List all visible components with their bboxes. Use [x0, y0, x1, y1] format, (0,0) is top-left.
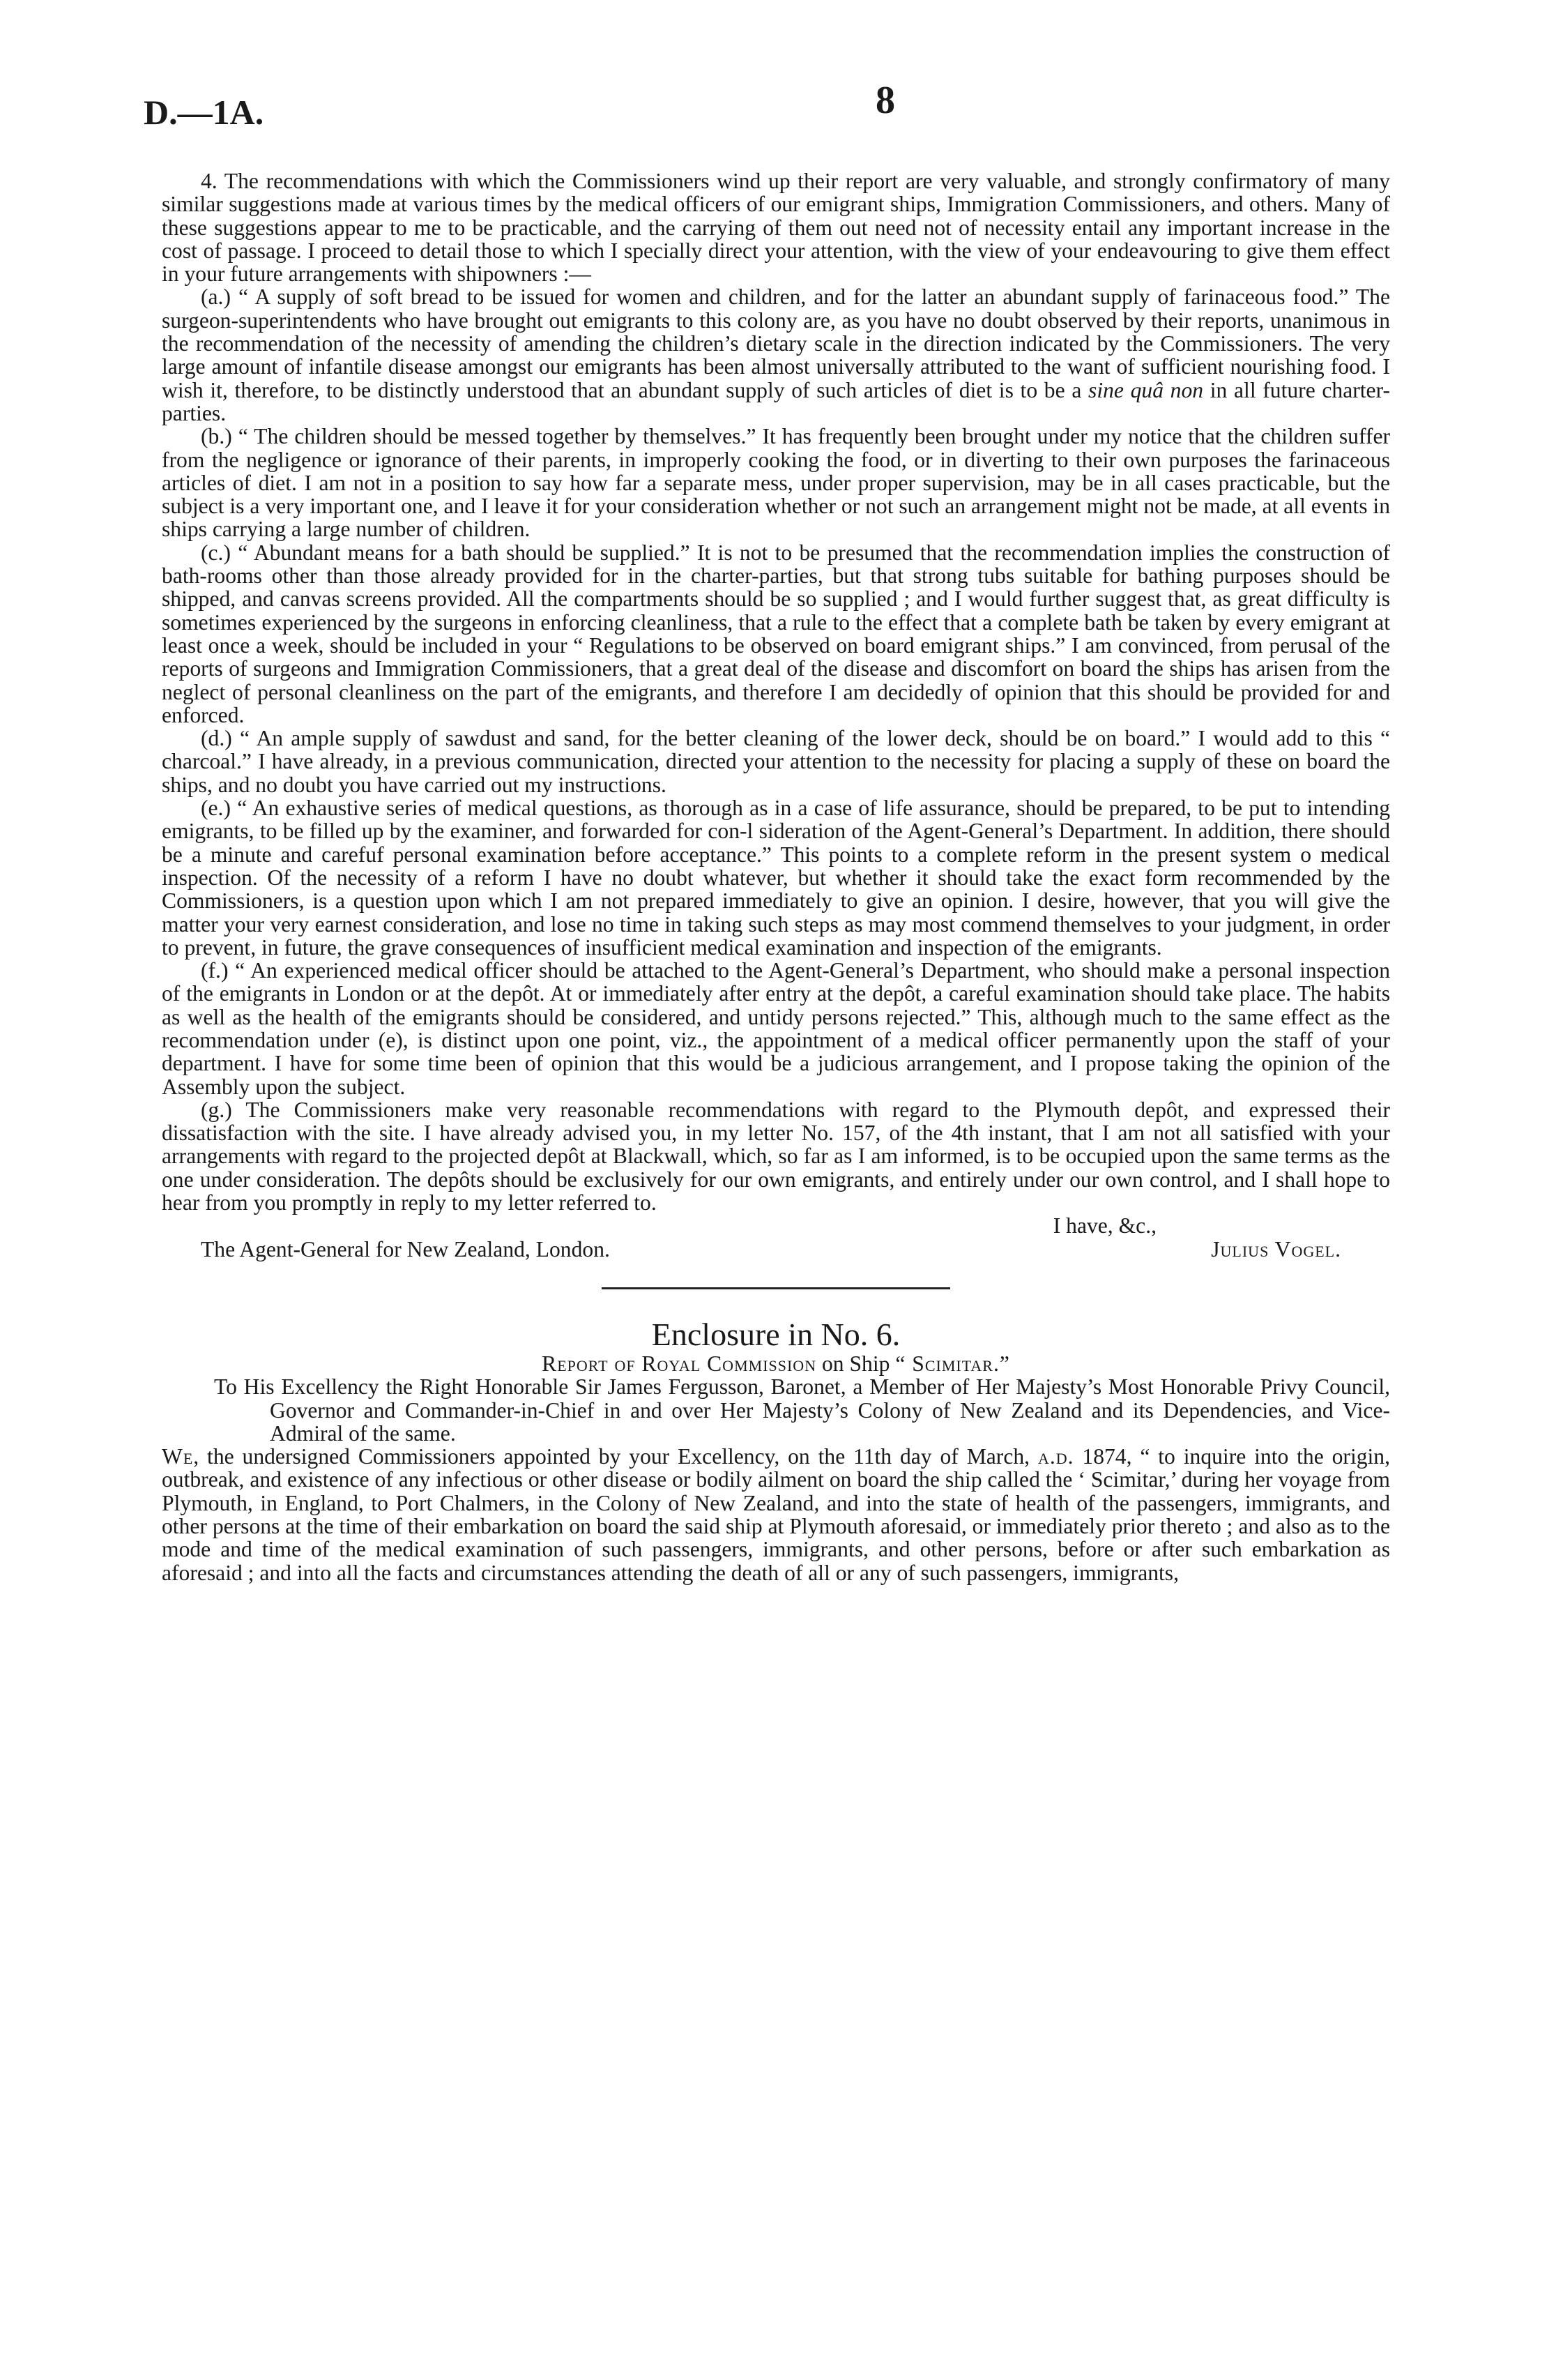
- report-subtitle: [162, 1352, 1390, 1375]
- addressee: The Agent-General for New Zealand, London.: [201, 1236, 610, 1261]
- item-e: (e.) “ An exhaustive series of medical questions, as thorough as in a case of life assurance, should be prepared, to be put to intending emigrants, to be filled up by the examiner, and forwarded for con-l sideration of the Agent-General’s Department. In addition, there should be a minute and carefuf personal examination before acceptance.” This points to a complete reform in the present system o medical inspection. Of the necessity of a reform I have no doubt whatever, but whether it should take the exact form recommended by the Commissioners, is a question upon which I am not prepared immediately to give an opinion. I desire, however, that you will give the matter your very earnest consideration, and lose no time in taking such steps as may most commend themselves to your judgment, in order to prevent, in future, the grave consequences of insufficient medical examination and inspection of the emigrants.: [162, 796, 1390, 960]
- report-ship: “ Scimitar.”: [895, 1351, 1010, 1376]
- item-a-latin-phrase: sine quâ non: [1088, 377, 1204, 402]
- address-to-governor: To His Excellency the Right Honorable Sir James Fergusson, Baronet, a Member of Her Majesty’s Most Honorable Privy Council, Governor and Commander-in-Chief in and over Her Majesty’s Colony of New Zealand and its Dependencies, and Vice-Admiral of the same.: [214, 1374, 1390, 1446]
- report-prefix: Report of Royal Commission: [542, 1351, 817, 1376]
- document-body: [162, 169, 1390, 1584]
- document-reference: D.—1A.: [144, 93, 264, 132]
- page-header: [144, 78, 1419, 134]
- item-a-tail: in all future charter-parties.: [162, 377, 1390, 425]
- item-c: (c.) “ Abundant means for a bath should be supplied.” It is not to be presumed that the recommendation implies the construction of bath-rooms other than those already provided for in the charter-parties, but that strong tubs suitable for bathing purposes should be shipped, and canvas screens provided. All the compartments should be so supplied ; and I would further suggest that, as great difficulty is sometimes experienced by the surgeons in enforcing cleanliness, that a rule to the effect that a complete bath be taken by every emigrant at least once a week, should be included in your “ Regulations to be observed on board emigrant ships.” I am convinced, from perusal of the reports of surgeons and Immigration Commissioners, that a great deal of the disease and discomfort on board the ships has arisen from the neglect of personal cleanliness on the part of the emigrants, and therefore I am decidedly of opinion that this should be provided for and enforced.: [162, 540, 1390, 727]
- signature: Julius Vogel.: [1211, 1236, 1341, 1261]
- item-a: [162, 285, 1390, 425]
- we-text: , the undersigned Commissioners appointed by your Excellency, on the 11th day of March,: [193, 1444, 1038, 1469]
- item-a-text: (a.) “ A supply of soft bread to be issued for women and children, and for the latter an abundant supply of farinaceous food.” The surgeon-superintendents who have brought out emigrants to this colony are, as you have no doubt observed by their reports, unanimous in the recommendation of the necessity of amending the children’s dietary scale in the direction indicated by the Commissioners. The very large amount of infantile disease amongst our emigrants has been almost universally attributed to the want of sufficient nourishing food. I wish it, therefore, to be distinctly understood that an abundant supply of such articles of diet is to be a: [162, 285, 1390, 402]
- item-b: (b.) “ The children should be messed together by themselves.” It has frequently been brought under my notice that the children suffer from the negligence or ignorance of their parents, in improperly cooking the food, or in diverting to their own purposes the farinaceous articles of diet. I am not in a position to say how far a separate mess, under proper supervision, may be in all cases practicable, but the subject is a very important one, and I leave it for your consideration whether or not such an arrangement might not be made, at all events in ships carrying a large number of children.: [162, 424, 1390, 542]
- signature-line: [162, 1238, 1390, 1261]
- we-rest: 1874, “ to inquire into the origin, outbreak, and existence of any infectious or other disease or bodily ailment on board the ship called the ‘ Scimitar,’ during her voyage from Plymouth, in England, to Port Chalmers, in the Colony of New Zealand, and into the state of health of the passengers, immigrants, and other persons at the time of their embarkation on board the said ship at Plymouth aforesaid, or immediately prior thereto ; and also as to the mode and time of the medical examination of such passengers, immigrants, and other persons, before or after such embarkation as aforesaid ; and into all the facts and circumstances attending the death of all or any of such passengers, immigrants,: [162, 1444, 1391, 1585]
- item-g: (g.) The Commissioners make very reasonable recommendations with regard to the Plymouth depôt, and expressed their dissatisfaction with the site. I have already advised you, in my letter No. 157, of the 4th instant, that I am not all satisfied with your arrangements with regard to the projected depôt at Blackwall, which, so far as I am informed, is to be occupied upon the same terms as the one under consideration. The depôts should be exclusively for our own emigrants, and entirely under our own control, and I shall hope to hear from you promptly in reply to my letter referred to.: [162, 1097, 1390, 1215]
- enclosure-title: Enclosure in No. 6.: [651, 1316, 901, 1352]
- item-d: (d.) “ An ample supply of sawdust and sand, for the better cleaning of the lower deck, should be on board.” I would add to this “ charcoal.” I have already, in a previous communication, directed your attention to the necessity for placing a supply of these on board the ships, and no doubt you have carried out my instructions.: [162, 726, 1390, 797]
- page-number: 8: [876, 79, 895, 122]
- closing-formula: I have, &c.,: [1053, 1213, 1157, 1238]
- paragraph-4: 4. The recommendations with which the Commissioners wind up their report are very valuable, and strongly confirmatory of many similar suggestions made at various times by the medical officers of our emigrant ships, Immigration Commissioners, and others. Many of these suggestions appear to me to be practicable, and the carrying of them out need not of necessity entail any important increase in the cost of passage. I proceed to detail those to which I specially direct your attention, with the view of your endeavouring to give them effect in your future arrangements with shipowners :—: [162, 169, 1390, 287]
- we-lead: We: [162, 1444, 194, 1469]
- item-f: (f.) “ An experienced medical officer should be attached to the Agent-General’s Department, who should make a personal inspection of the emigrants in London or at the depôt. At or immediately after entry at the depôt, a careful examination should take place. The habits as well as the health of the emigrants should be considered, and untidy persons rejected.” This, although much to the same effect as the recommendation under (e), is distinct upon one point, viz., the appointment of a medical officer permanently upon the staff of your department. I have for some time been of opinion that this would be a judicious arrangement, and I propose taking the opinion of the Assembly upon the subject.: [162, 958, 1390, 1099]
- section-divider: [602, 1287, 950, 1289]
- commission-paragraph: [162, 1445, 1390, 1584]
- report-mid: on Ship: [816, 1351, 896, 1376]
- anno-domini: a.d.: [1037, 1444, 1074, 1469]
